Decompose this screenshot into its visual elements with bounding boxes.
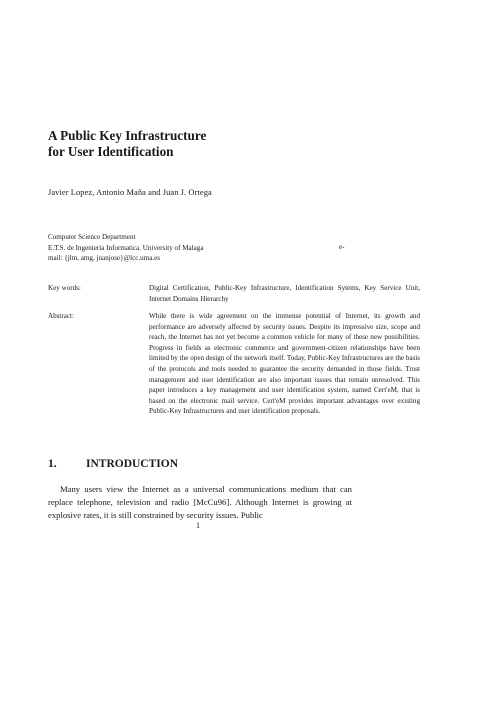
paper-title bbox=[48, 128, 206, 160]
abstract-text: While there is wide agreement on the immense potential of Internet, its growth and performance are adversely affected by security issues. Despite its impressive size, scope and reach, the Internet has not yet become a common vehicle for many of these new possibilities. Progress in fields as electronic commerce and government-citizen relationships have been limited by the open design of the network itself. Today, Public-Key Infrastructures are the basis of the protocols and tools needed to guarantee the security demanded in those fields. Trust management and user identification are also important issues that remain unresolved. This paper introduces a key management and user identification system, named Cert'eM, that is based on the electronic mail service. Cert'eM provides important advantages over existing Public-Key Infrastructures and user identification proposals. bbox=[149, 312, 420, 416]
institution: E.T.S. de Ingenieria Informatica. University of Malaga bbox=[48, 243, 204, 252]
title-line-1: A Public Key Infrastructure bbox=[48, 128, 207, 143]
keywords-label: Key words: bbox=[48, 284, 81, 292]
keywords-text: Digital Certification, Public-Key Infrastructure, Identification Sytems, Key Service Unit, Internet Domains Hierarchy bbox=[149, 284, 420, 303]
section-number: 1. bbox=[48, 458, 57, 470]
author-list: Javier Lopez, Antonio Maña and Juan J. Ortega bbox=[48, 188, 212, 197]
section-heading bbox=[48, 458, 178, 470]
title-line-2: for User Identification bbox=[48, 144, 174, 159]
department: Computer Science Department bbox=[48, 233, 136, 241]
author-email: mail: {jlm, amg, juanjose}@lcc.uma.es bbox=[48, 254, 161, 263]
section-title: INTRODUCTION bbox=[86, 458, 179, 470]
intro-paragraph: Many users view the Internet as a universal communications medium that can replace telephone, television and radio [McCu96]. Although Internet is growing at explosive rates, it is still constrained by security issues. Public bbox=[48, 484, 352, 520]
abstract-label: Abstract: bbox=[48, 312, 75, 320]
affiliation-block bbox=[48, 232, 348, 264]
page-number: 1 bbox=[196, 521, 200, 530]
affiliation-trailing-mark: e- bbox=[339, 243, 345, 251]
